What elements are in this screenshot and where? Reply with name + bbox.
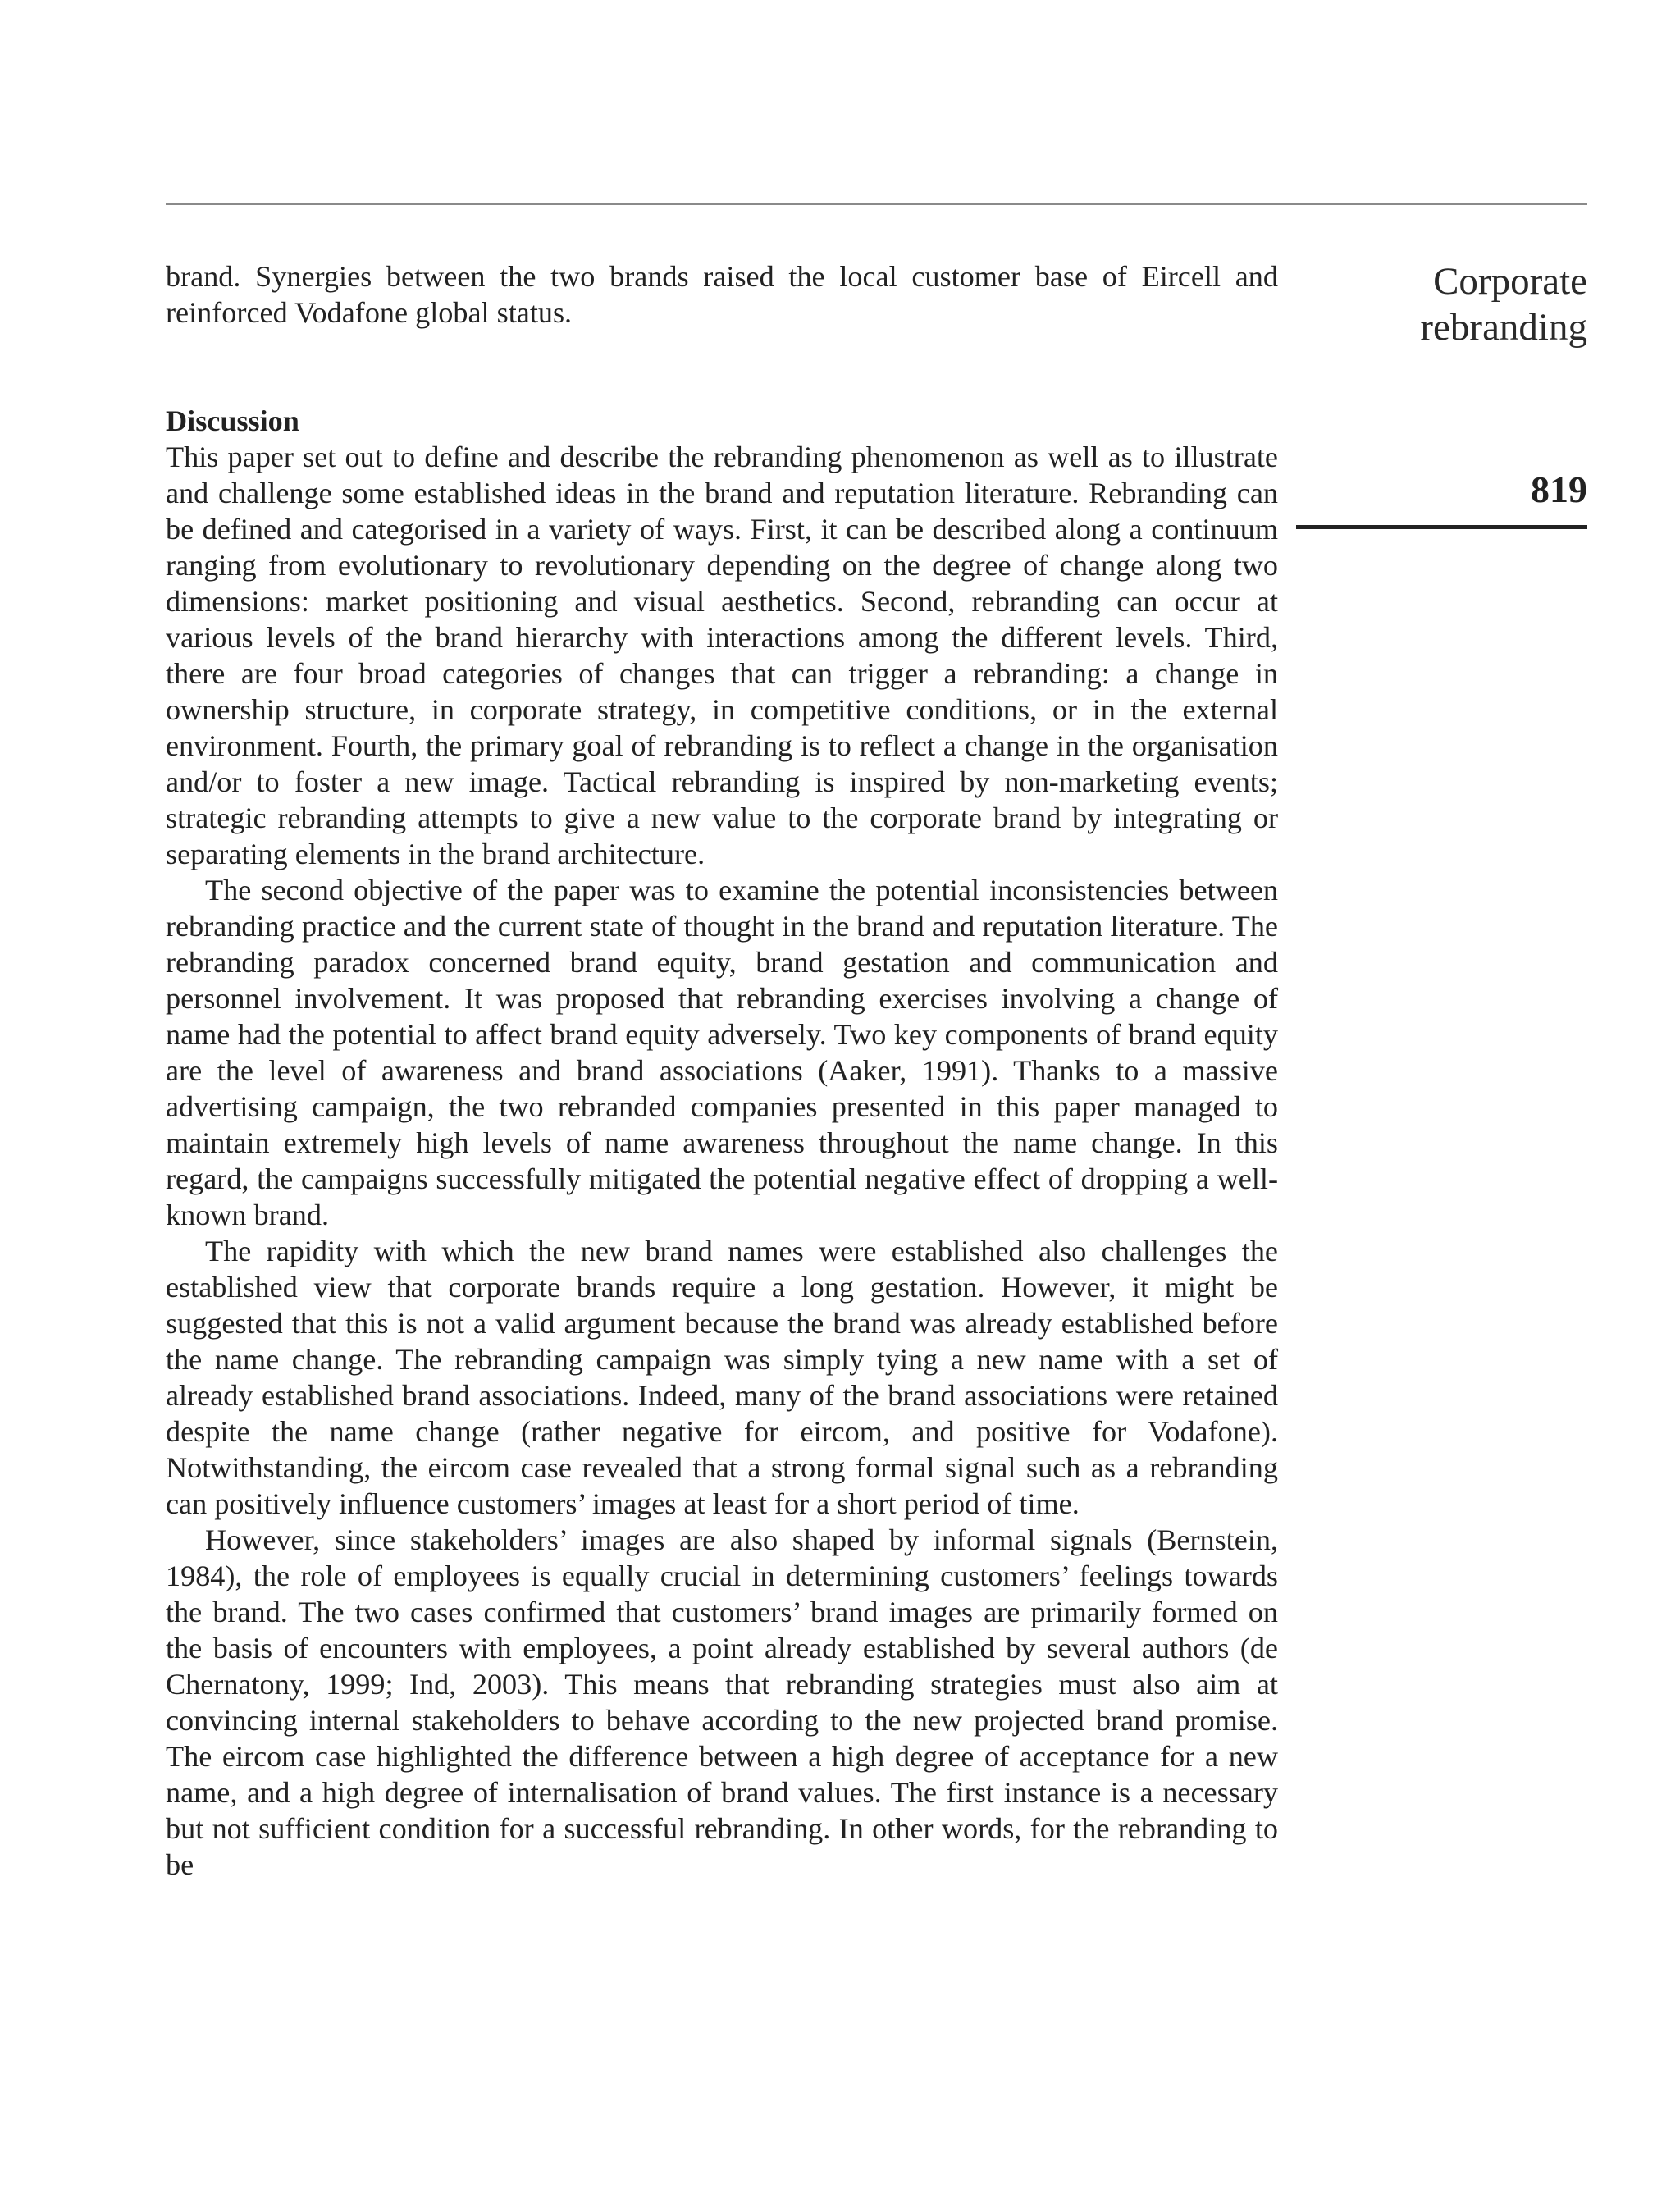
running-title-line-2: rebranding xyxy=(1420,306,1587,349)
running-title-line-1: Corporate xyxy=(1433,260,1587,303)
paragraph-2: The second objective of the paper was to examine the potential inconsistencies between rebranding practice and the current state of thought in the brand and reputation literature. The rebranding paradox concerned brand equity, brand gestation and communication and personnel involvement. It was proposed that rebranding exercises involving a change of name had the potential to affect brand equity adversely. Two key components of brand equity are the level of awareness and brand associations (Aaker, 1991). Thanks to a massive advertising campaign, the two rebranded companies presented in this paper managed to maintain extremely high levels of name awareness throughout the name change. In this regard, the campaigns successfully mitigated the potential negative effect of dropping a well-known brand. xyxy=(166,874,1278,1231)
paragraph-3: The rapidity with which the new brand names were established also challenges the established view that corporate brands require a long gestation. However, it might be suggested that this is not a valid argument because the brand was already established before the name change. The rebranding campaign was simply tying a new name with a set of already established brand associations. Indeed, many of the brand associations were retained despite the name change (rather negative for eircom, and positive for Vodafone). Notwithstanding, the eircom case revealed that a strong formal signal such as a rebranding can positively influence customers’ images at least for a short period of time. xyxy=(166,1235,1278,1520)
running-title xyxy=(1325,258,1587,350)
paragraph-4: However, since stakeholders’ images are also shaped by informal signals (Bernstein, 1984), the role of employees is equally crucial in determining customers’ feelings towards the brand. The two cases confirmed that customers’ brand images are primarily formed on the basis of encounters with employees, a point already established by several authors (de Chernatony, 1999; Ind, 2003). This means that rebranding strategies must also aim at convincing internal stakeholders to behave according to the new projected brand promise. The eircom case highlighted the difference between a high degree of acceptance for a new name, and a high degree of internalisation of brand values. The first instance is a necessary but not sufficient condition for a successful rebranding. In other words, for the rebranding to be xyxy=(166,1523,1278,1881)
intro-paragraph: brand. Synergies between the two brands raised the local customer base of Eircell and reinforced Vodafone global status. xyxy=(166,260,1278,329)
header-rule xyxy=(166,203,1587,205)
page-number: 819 xyxy=(1531,468,1587,510)
section-heading: Discussion xyxy=(166,404,299,437)
main-text-column xyxy=(166,258,1278,1883)
page-number-rule xyxy=(1296,525,1587,529)
paragraph-1: This paper set out to define and describe the rebranding phenomenon as well as to illustrate and challenge some established ideas in the brand and reputation literature. Rebranding can be defined and categorised in a variety of ways. First, it can be described along a continuum ranging from evolutionary to revolutionary depending on the degree of change along two dimensions: market positioning and visual aesthetics. Second, rebranding can occur at various levels of the brand hierarchy with interactions among the different levels. Third, there are four broad categories of changes that can trigger a rebranding: a change in ownership structure, in corporate strategy, in competitive conditions, or in the external environment. Fourth, the primary goal of rebranding is to reflect a change in the organisation and/or to foster a new image. Tactical rebranding is inspired by non-marketing events; strategic rebranding attempts to give a new value to the corporate brand by integrating or separating elements in the brand architecture. xyxy=(166,441,1278,870)
